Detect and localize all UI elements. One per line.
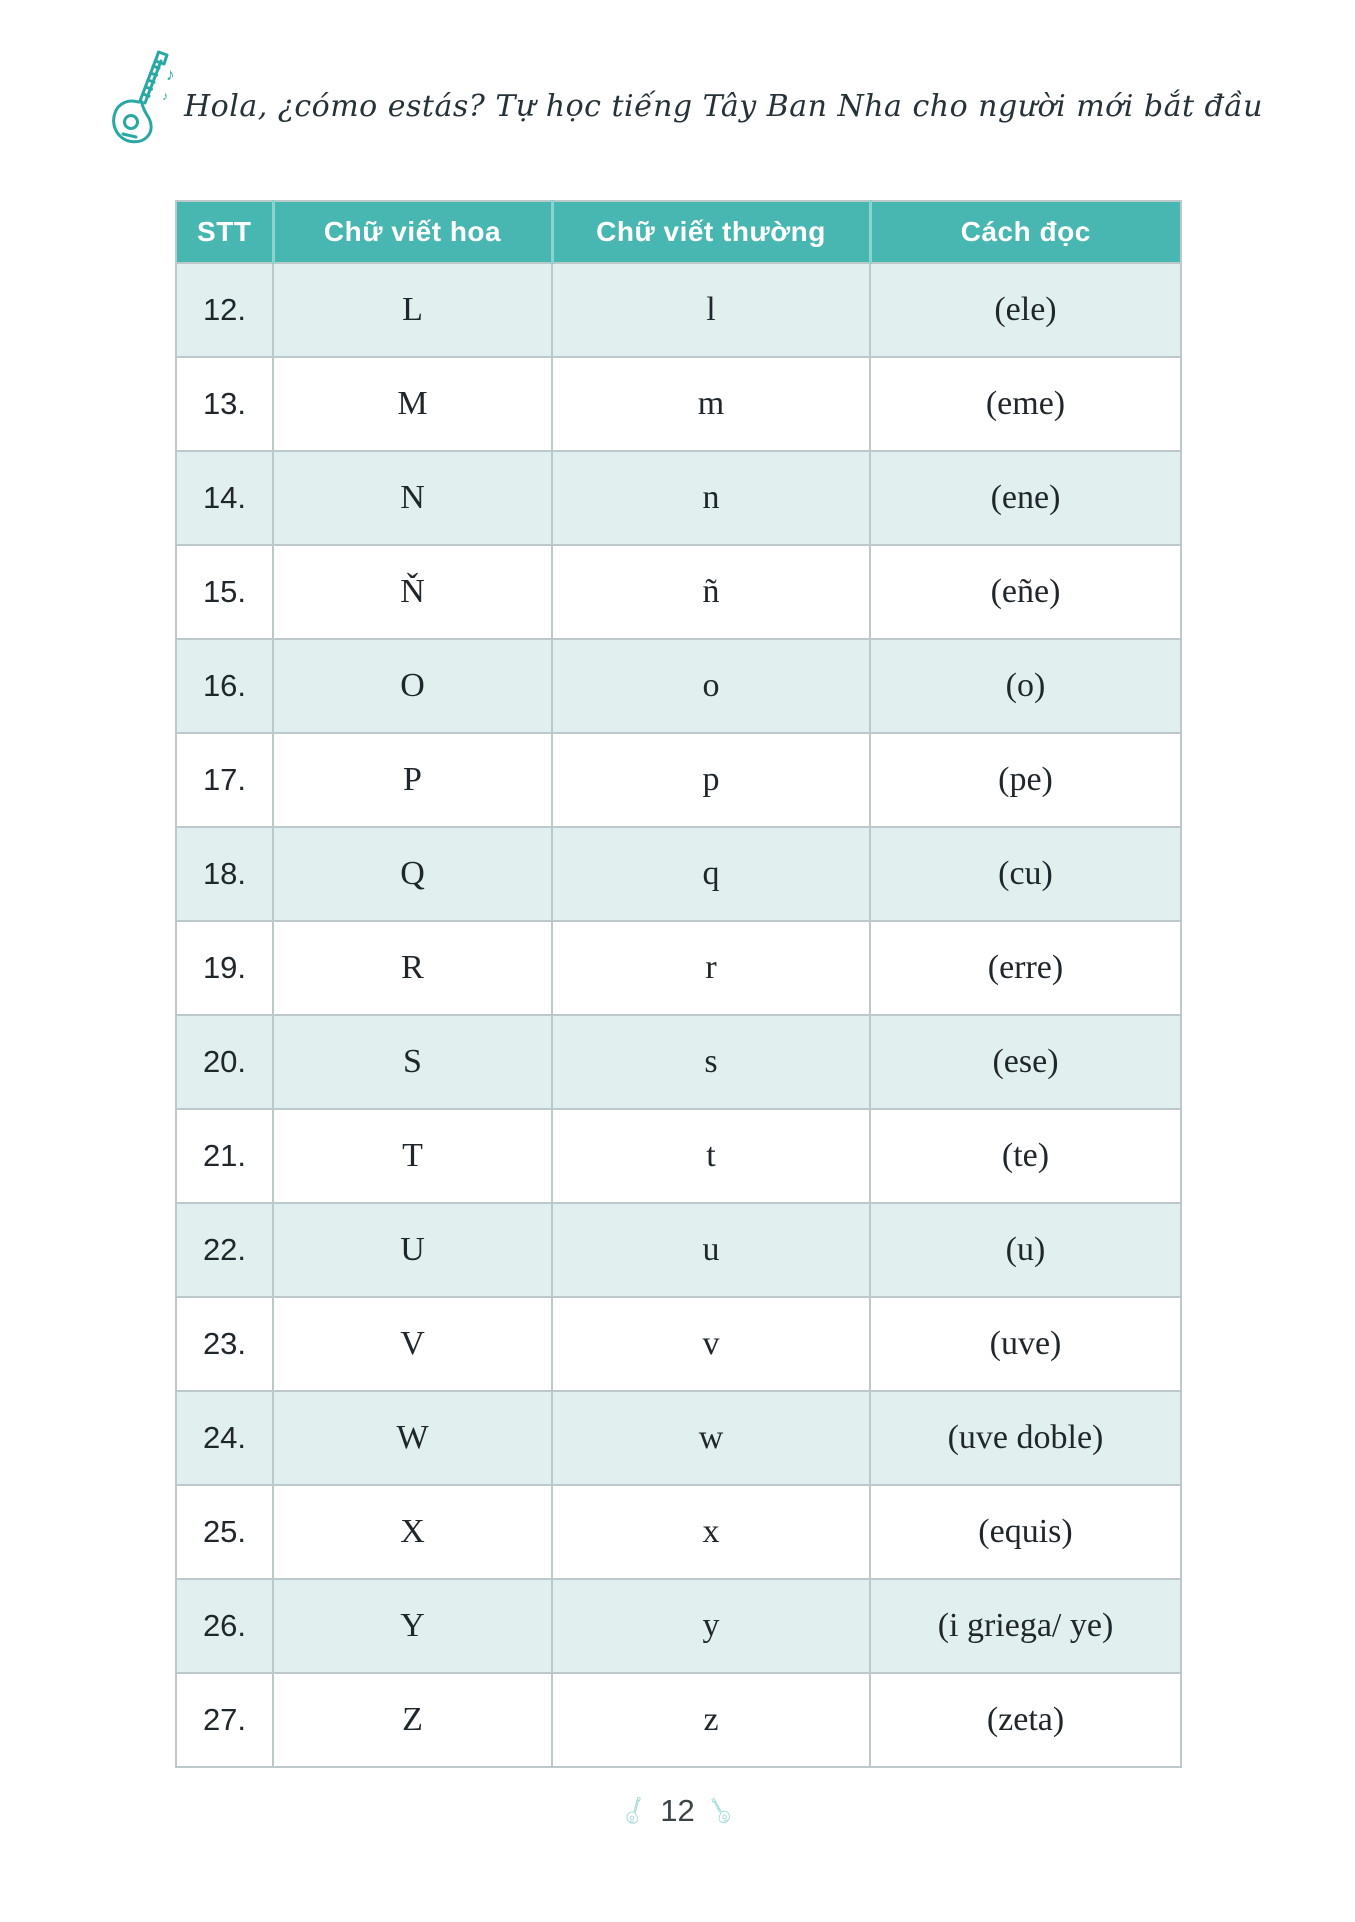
pronunciation: (pe): [870, 733, 1181, 827]
row-number: 16.: [176, 639, 273, 733]
row-number: 18.: [176, 827, 273, 921]
column-header-pronunciation: Cách đọc: [870, 201, 1181, 263]
pronunciation: (ene): [870, 451, 1181, 545]
pronunciation: (eñe): [870, 545, 1181, 639]
row-number: 27.: [176, 1673, 273, 1767]
footer-guitar-left-icon: [621, 1795, 650, 1828]
row-number: 15.: [176, 545, 273, 639]
table-row: [176, 639, 1181, 733]
book-title: Hola, ¿cómo estás? Tự học tiếng Tây Ban Nha cho người mới bắt đầu: [184, 89, 1263, 124]
row-number: 13.: [176, 357, 273, 451]
row-number: 19.: [176, 921, 273, 1015]
lowercase-letter: v: [552, 1297, 870, 1391]
row-number: 14.: [176, 451, 273, 545]
uppercase-letter: M: [273, 357, 552, 451]
column-header-lowercase: Chữ viết thường: [552, 201, 870, 263]
footer-guitar-right-icon: [705, 1794, 735, 1827]
table-row: [176, 357, 1181, 451]
uppercase-letter: V: [273, 1297, 552, 1391]
alphabet-table: [175, 200, 1182, 1768]
guitar-icon: [98, 48, 190, 150]
lowercase-letter: u: [552, 1203, 870, 1297]
lowercase-letter: x: [552, 1485, 870, 1579]
row-number: 22.: [176, 1203, 273, 1297]
table-row: [176, 451, 1181, 545]
uppercase-letter: N: [273, 451, 552, 545]
table-row: [176, 1391, 1181, 1485]
pronunciation: (cu): [870, 827, 1181, 921]
row-number: 25.: [176, 1485, 273, 1579]
row-number: 20.: [176, 1015, 273, 1109]
pronunciation: (ese): [870, 1015, 1181, 1109]
table-row: [176, 1485, 1181, 1579]
table-row: [176, 1109, 1181, 1203]
pronunciation: (eme): [870, 357, 1181, 451]
table-row: [176, 1203, 1181, 1297]
lowercase-letter: p: [552, 733, 870, 827]
table-row: [176, 921, 1181, 1015]
header-row: [176, 201, 1181, 263]
lowercase-letter: t: [552, 1109, 870, 1203]
book-header: [98, 48, 1263, 150]
table-row: [176, 1673, 1181, 1767]
table-row: [176, 1015, 1181, 1109]
row-number: 24.: [176, 1391, 273, 1485]
uppercase-letter: Y: [273, 1579, 552, 1673]
lowercase-letter: z: [552, 1673, 870, 1767]
uppercase-letter: R: [273, 921, 552, 1015]
uppercase-letter: Ň: [273, 545, 552, 639]
pronunciation: (uve doble): [870, 1391, 1181, 1485]
row-number: 26.: [176, 1579, 273, 1673]
lowercase-letter: n: [552, 451, 870, 545]
alphabet-table-header: [176, 201, 1181, 263]
page-footer: [0, 1793, 1355, 1829]
table-row: [176, 545, 1181, 639]
uppercase-letter: O: [273, 639, 552, 733]
pronunciation: (o): [870, 639, 1181, 733]
table-row: [176, 1579, 1181, 1673]
pronunciation: (equis): [870, 1485, 1181, 1579]
table-row: [176, 1297, 1181, 1391]
lowercase-letter: o: [552, 639, 870, 733]
uppercase-letter: W: [273, 1391, 552, 1485]
uppercase-letter: Q: [273, 827, 552, 921]
lowercase-letter: w: [552, 1391, 870, 1485]
lowercase-letter: ñ: [552, 545, 870, 639]
pronunciation: (uve): [870, 1297, 1181, 1391]
column-header-uppercase: Chữ viết hoa: [273, 201, 552, 263]
lowercase-letter: s: [552, 1015, 870, 1109]
row-number: 17.: [176, 733, 273, 827]
pronunciation: (erre): [870, 921, 1181, 1015]
pronunciation: (u): [870, 1203, 1181, 1297]
uppercase-letter: S: [273, 1015, 552, 1109]
row-number: 12.: [176, 263, 273, 357]
uppercase-letter: U: [273, 1203, 552, 1297]
lowercase-letter: m: [552, 357, 870, 451]
lowercase-letter: y: [552, 1579, 870, 1673]
lowercase-letter: r: [552, 921, 870, 1015]
table-row: [176, 733, 1181, 827]
uppercase-letter: L: [273, 263, 552, 357]
uppercase-letter: Z: [273, 1673, 552, 1767]
alphabet-table-body: [176, 263, 1181, 1767]
lowercase-letter: l: [552, 263, 870, 357]
pronunciation: (i griega/ ye): [870, 1579, 1181, 1673]
table-row: [176, 827, 1181, 921]
row-number: 23.: [176, 1297, 273, 1391]
lowercase-letter: q: [552, 827, 870, 921]
column-header-stt: STT: [176, 201, 273, 263]
table-row: [176, 263, 1181, 357]
page-number: 12: [660, 1793, 695, 1828]
pronunciation: (zeta): [870, 1673, 1181, 1767]
music-note-icon: ♪: [162, 89, 168, 103]
uppercase-letter: X: [273, 1485, 552, 1579]
pronunciation: (te): [870, 1109, 1181, 1203]
row-number: 21.: [176, 1109, 273, 1203]
music-note-icon: ♪: [166, 65, 175, 84]
pronunciation: (ele): [870, 263, 1181, 357]
uppercase-letter: T: [273, 1109, 552, 1203]
uppercase-letter: P: [273, 733, 552, 827]
